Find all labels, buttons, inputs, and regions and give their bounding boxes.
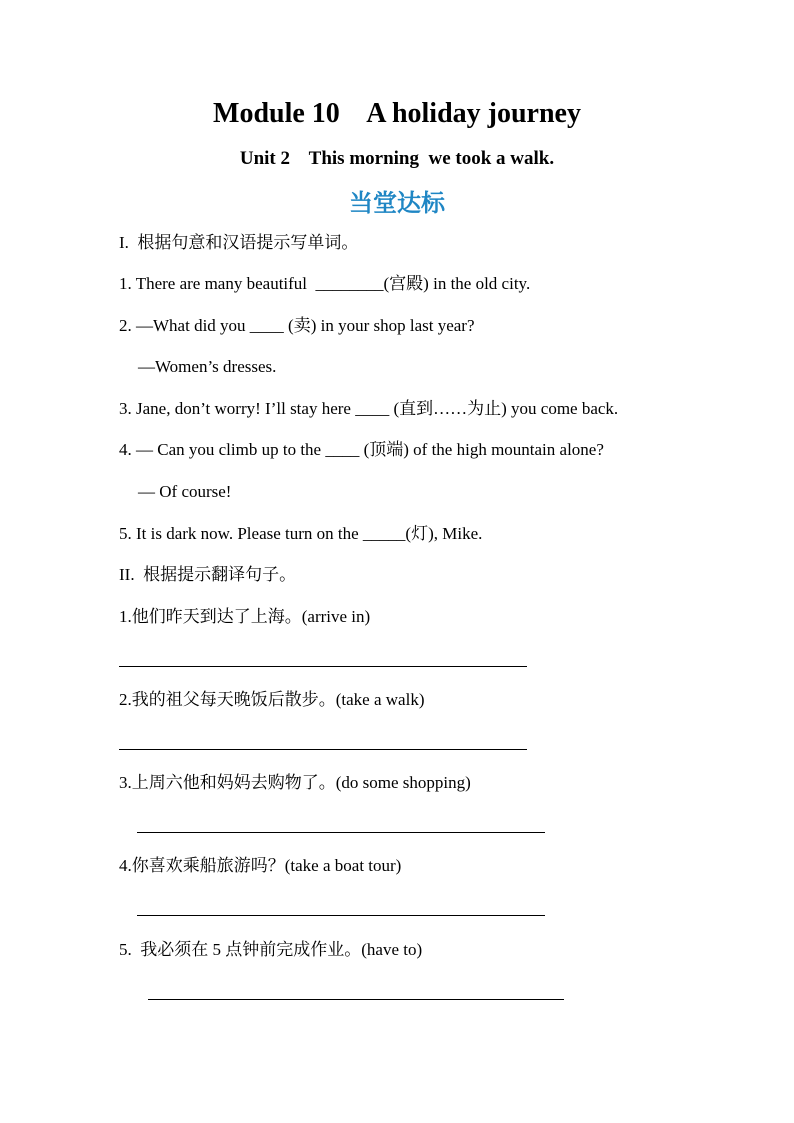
answer-line-5[interactable] — [148, 999, 564, 1000]
part1-question-4: 4. — Can you climb up to the ____ (顶端) of the high mountain alone? — [119, 440, 604, 459]
part1-answer-2: —Women’s dresses. — [138, 357, 277, 376]
unit-subtitle: Unit 2 This morning we took a walk. — [239, 148, 555, 169]
answer-line-1[interactable] — [119, 666, 527, 667]
part1-heading: I. 根据句意和汉语提示写单词。 — [119, 233, 359, 252]
part1-question-3: 3. Jane, don’t worry! I’ll stay here ____ (直到……为止) you come back. — [119, 399, 619, 418]
part1-question-2: 2. —What did you ____ (卖) in your shop last year? — [119, 316, 475, 335]
section-heading: 当堂达标 — [349, 189, 445, 217]
part2-question-5: 5. 我必须在 5 点钟前完成作业。(have to) — [119, 940, 423, 959]
part2-question-2: 2.我的祖父每天晚饭后散步。(take a walk) — [119, 690, 425, 709]
part1-answer-4: — Of course! — [138, 482, 232, 501]
part2-heading: II. 根据提示翻译句子。 — [119, 565, 297, 584]
part2-question-1: 1.他们昨天到达了上海。(arrive in) — [119, 607, 371, 626]
answer-line-4[interactable] — [137, 915, 545, 916]
answer-line-3[interactable] — [137, 832, 545, 833]
part2-question-3: 3.上周六他和妈妈去购物了。(do some shopping) — [119, 773, 471, 792]
answer-line-2[interactable] — [119, 749, 527, 750]
part1-question-5: 5. It is dark now. Please turn on the _____(灯), Mike. — [119, 524, 483, 543]
page-title: Module 10 A holiday journey — [213, 98, 581, 129]
part2-question-4: 4.你喜欢乘船旅游吗？(take a boat tour) — [119, 856, 402, 875]
part1-question-1: 1. There are many beautiful ________(宫殿) in the old city. — [119, 274, 531, 293]
